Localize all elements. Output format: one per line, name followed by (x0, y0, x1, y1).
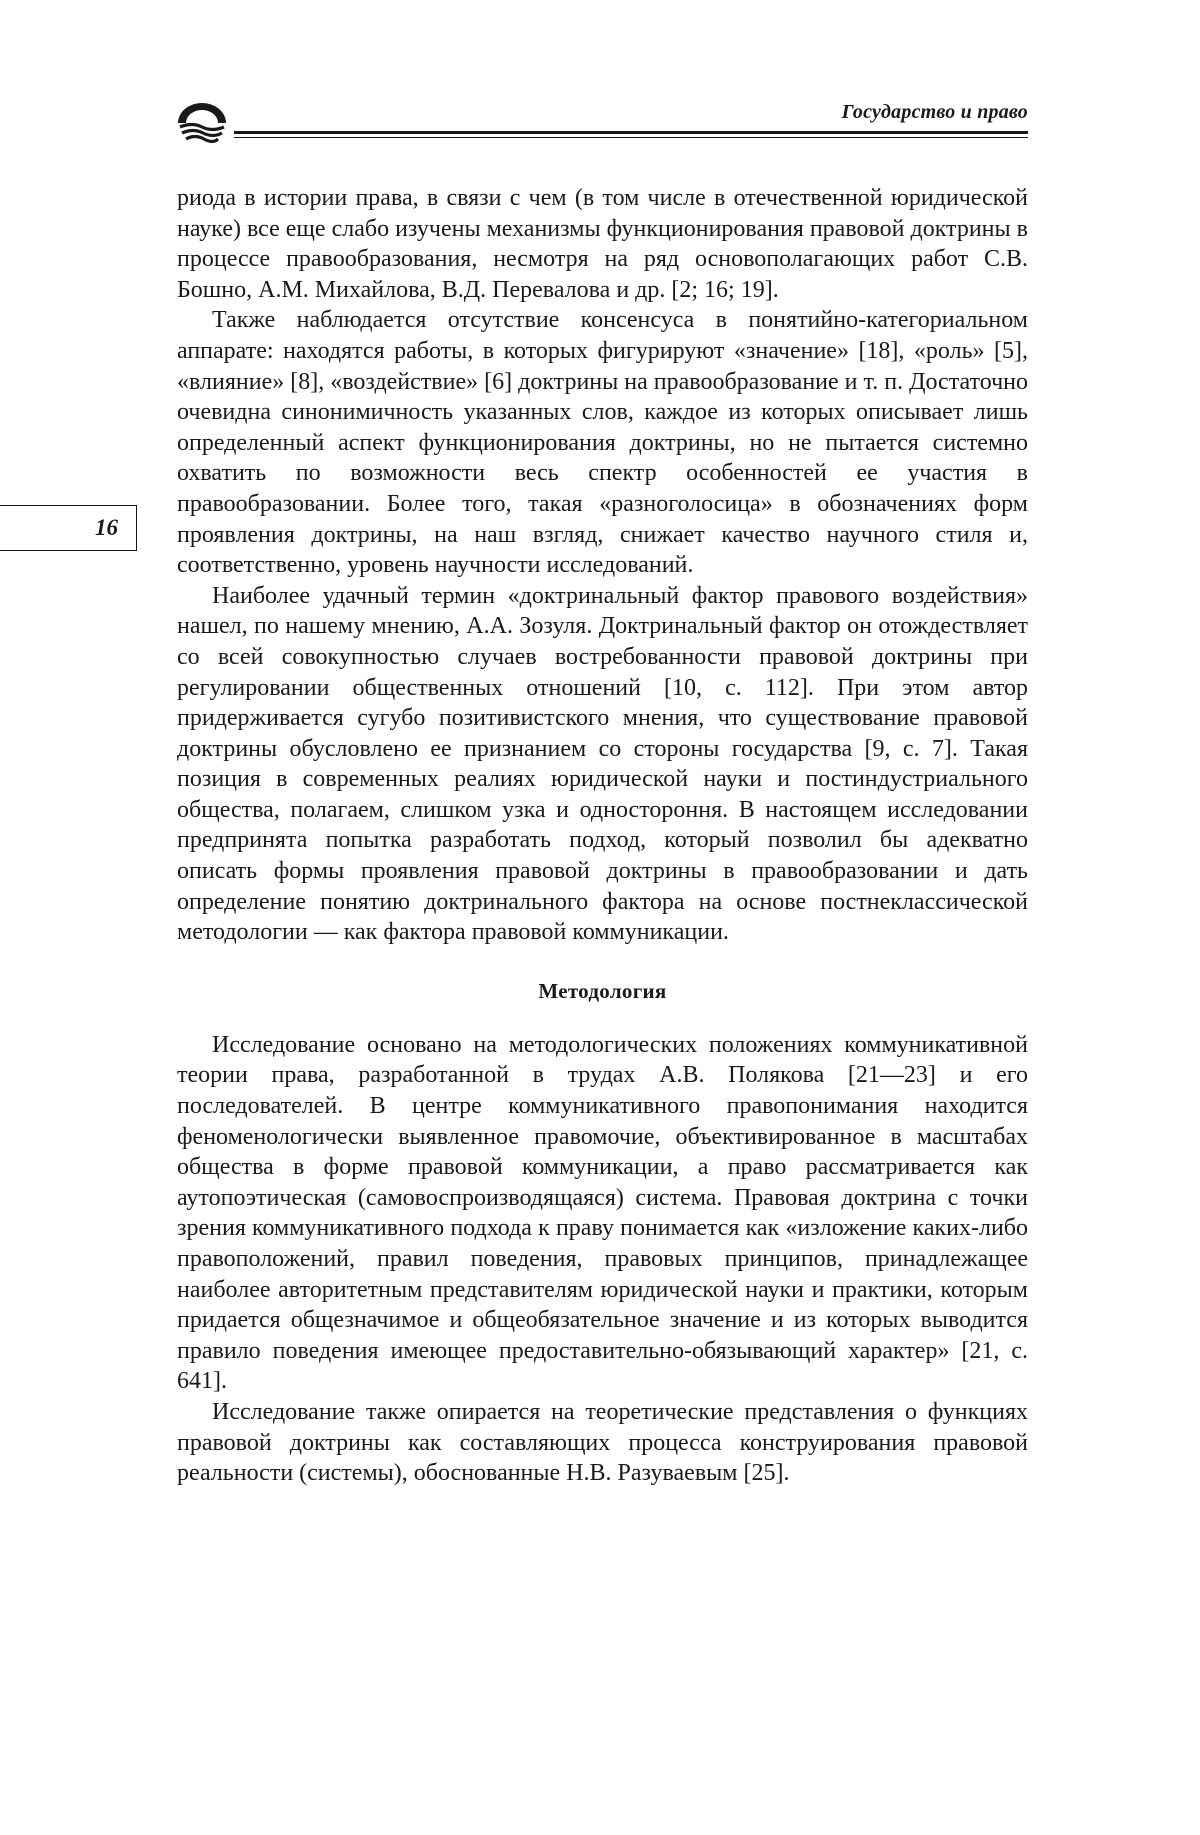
page-header (172, 95, 1028, 147)
page-number: 16 (95, 515, 118, 540)
section-heading: Методология (538, 978, 667, 1003)
paragraph: Исследование основано на методологических положениях коммуникативной теории права, разработанной в трудах А.В. Полякова [21—23] и его последователей. В центре коммуникативного правопонимания находится феноменологически выявленное правомочие, объективированное в масштабах общества в форме правовой коммуникации, а право рассматривается как аутопоэтическая (самовоспроизводящаяся) система. Правовая доктрина с точки зрения коммуникативного подхода к праву понимается как «изложение каких-либо правоположений, правил поведения, правовых принципов, принадлежащее наиболее авторитетным представителям юридической науки и практики, которым придается общезначимое и общеобязательное значение и из которых выводится правило поведения имеющее предоставительно-обязывающий характер» [21, с. 641]. (177, 1031, 1028, 1395)
paragraph: Также наблюдается отсутствие консенсуса в понятийно-категориальном аппарате: находятся работы, в которых фигурируют «значение» [18], «роль» [5], «влияние» [8], «воздействие» [6] доктрины на правообразование и т. п. Достаточно очевидна синонимичность указанных слов, каждое из которых описывает лишь определенный аспект функционирования доктрины, но не пытается системно охватить по возможности весь спектр особенностей ее участия в правообразовании. Более того, такая «разноголосица» в обозначениях форм проявления доктрины, на наш взгляд, снижает качество научного стиля и, соответственно, уровень научности исследований. (177, 307, 1028, 579)
header-rule (234, 131, 1028, 134)
journal-title: Государство и право (841, 101, 1028, 123)
page-number-box (0, 505, 137, 551)
header-rule-thin (234, 137, 1028, 138)
paragraph-continued: риода в истории права, в связи с чем (в том числе в отечественной юридической науке) все еще слабо изучены механизмы функционирования правовой доктрины в процессе правообразования, несмотря на ряд основополагающих работ С.В. Бошно, А.М. Михайлова, В.Д. Перевалова и др. [2; 16; 19]. (177, 185, 1028, 303)
paragraph: Исследование также опирается на теоретические представления о функциях правовой доктрины как составляющих процесса конструирования правовой реальности (системы), обоснованные Н.В. Разуваевым [25]. (177, 1398, 1028, 1487)
article-body (177, 183, 1028, 1489)
wave-logo-icon (172, 101, 232, 147)
paragraph: Наиболее удачный термин «доктринальный фактор правового воздействия» нашел, по нашему мнению, А.А. Зозуля. Доктринальный фактор он отождествляет со всей совокупностью случаев востребованности правовой доктрины при регулировании общественных отношений [10, с. 112]. При этом автор придерживается сугубо позитивистского мнения, что существование правовой доктрины обусловлено ее признанием со стороны государства [9, с. 7]. Такая позиция в современных реалиях юридической науки и постиндустриального общества, полагаем, слишком узка и одностороння. В настоящем исследовании предпринята попытка разработать подход, который позволил бы адекватно описать формы проявления правовой доктрины в правообразовании и дать определение понятию доктринального фактора на основе постнеклассической методологии — как фактора правовой коммуникации. (177, 582, 1028, 946)
